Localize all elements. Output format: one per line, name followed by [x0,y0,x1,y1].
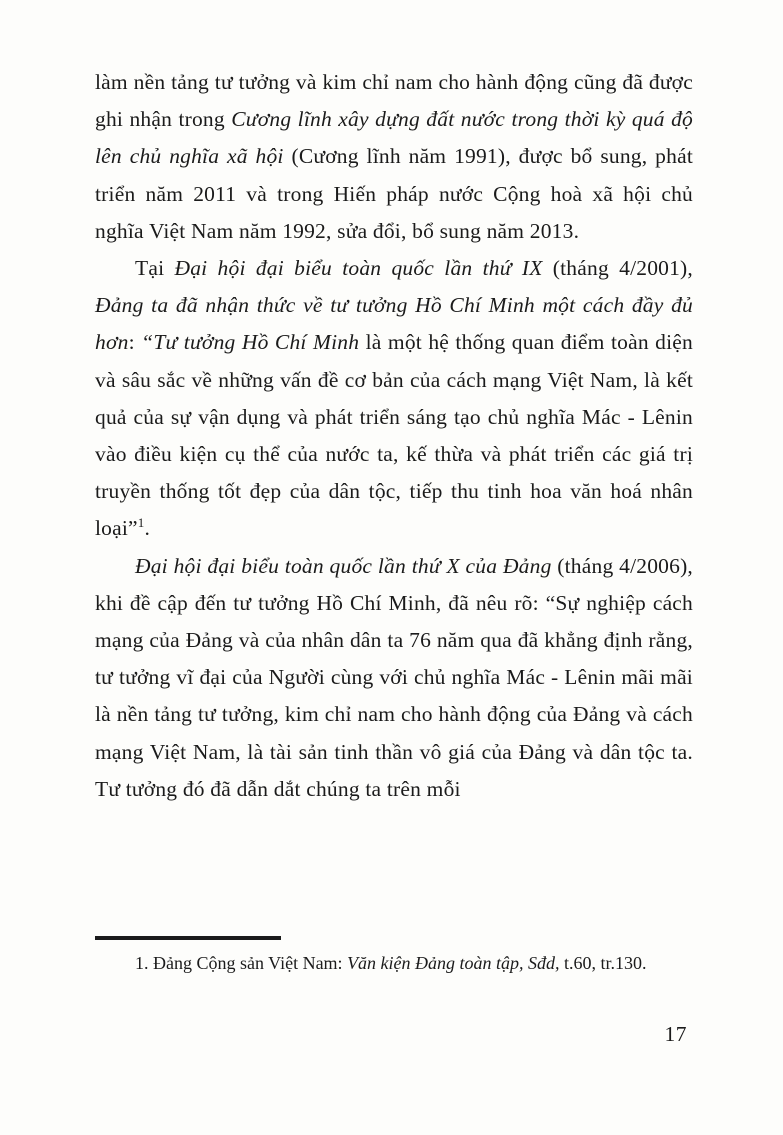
text-segment: (Cương lĩnh năm 1991), được bổ sung, phát triển năm 2011 và trong Hiến pháp nước Cộng hoà xã hội chủ nghĩa Việt Nam năm 1992, sửa đổi, bổ sung năm 2013. [95,144,693,243]
body-text [95,64,693,808]
text-segment: làm nền tảng tư tưởng và kim chỉ nam cho hành động cũng đã được ghi nhận trong [95,70,693,132]
footnote [95,948,693,978]
footnote-text-segment: t.60, tr.130. [559,953,647,973]
footnote-reference: 1 [137,515,145,531]
footnote-text-segment-italic: Văn kiện Đảng toàn tập, Sđd, [347,953,560,973]
paragraph [95,548,693,808]
text-segment-italic: Cương lĩnh xây dựng đất nước trong thời kỳ quá độ lên chủ nghĩa xã hội [95,107,693,169]
text-segment: . [144,516,151,541]
text-segment: (tháng 4/2006), khi đề cập đến tư tưởng Hồ Chí Minh, đã nêu rõ: “Sự nghiệp cách mạng của Đảng và của nhân dân ta 76 năm qua đã khẳng định rằng, tư tưởng vĩ đại của Người cùng với chủ nghĩa Mác - Lênin mãi mãi là nền tảng tư tưởng, kim chỉ nam cho hành động của Đảng và cách mạng Việt Nam, là tài sản tinh thần vô giá của Đảng và dân tộc ta. Tư tưởng đó đã dẫn dắt chúng ta trên mỗi [95,553,693,801]
text-segment: là một hệ thống quan điểm toàn diện và sâu sắc về những vấn đề cơ bản của cách mạng Việt Nam, là kết quả của sự vận dụng và phát triển sáng tạo chủ nghĩa Mác - Lênin vào điều kiện cụ thể của nước ta, kế thừa và phát triển các giá trị truyền thống tốt đẹp của dân tộc, tiếp thu tinh hoa văn hoá nhân loại” [95,330,693,541]
text-segment: : [128,330,142,355]
footnote-divider [95,936,281,940]
text-segment: (tháng 4/2001), [542,256,693,281]
page-number: 17 [664,1022,687,1046]
text-segment-italic: Đại hội đại biểu toàn quốc lần thứ X của Đảng [135,553,552,578]
paragraph [95,250,693,548]
text-segment-italic: “Tư tưởng Hồ Chí Minh [141,330,360,355]
text-segment: Tại [135,256,175,281]
footnote-text-segment: 1. Đảng Cộng sản Việt Nam: [135,953,348,973]
paragraph [95,64,693,250]
text-segment-italic: Đảng ta đã nhận thức về tư tưởng Hồ Chí Minh một cách đầy đủ hơn [95,293,693,355]
text-segment-italic: Đại hội đại biểu toàn quốc lần thứ IX [174,256,543,281]
